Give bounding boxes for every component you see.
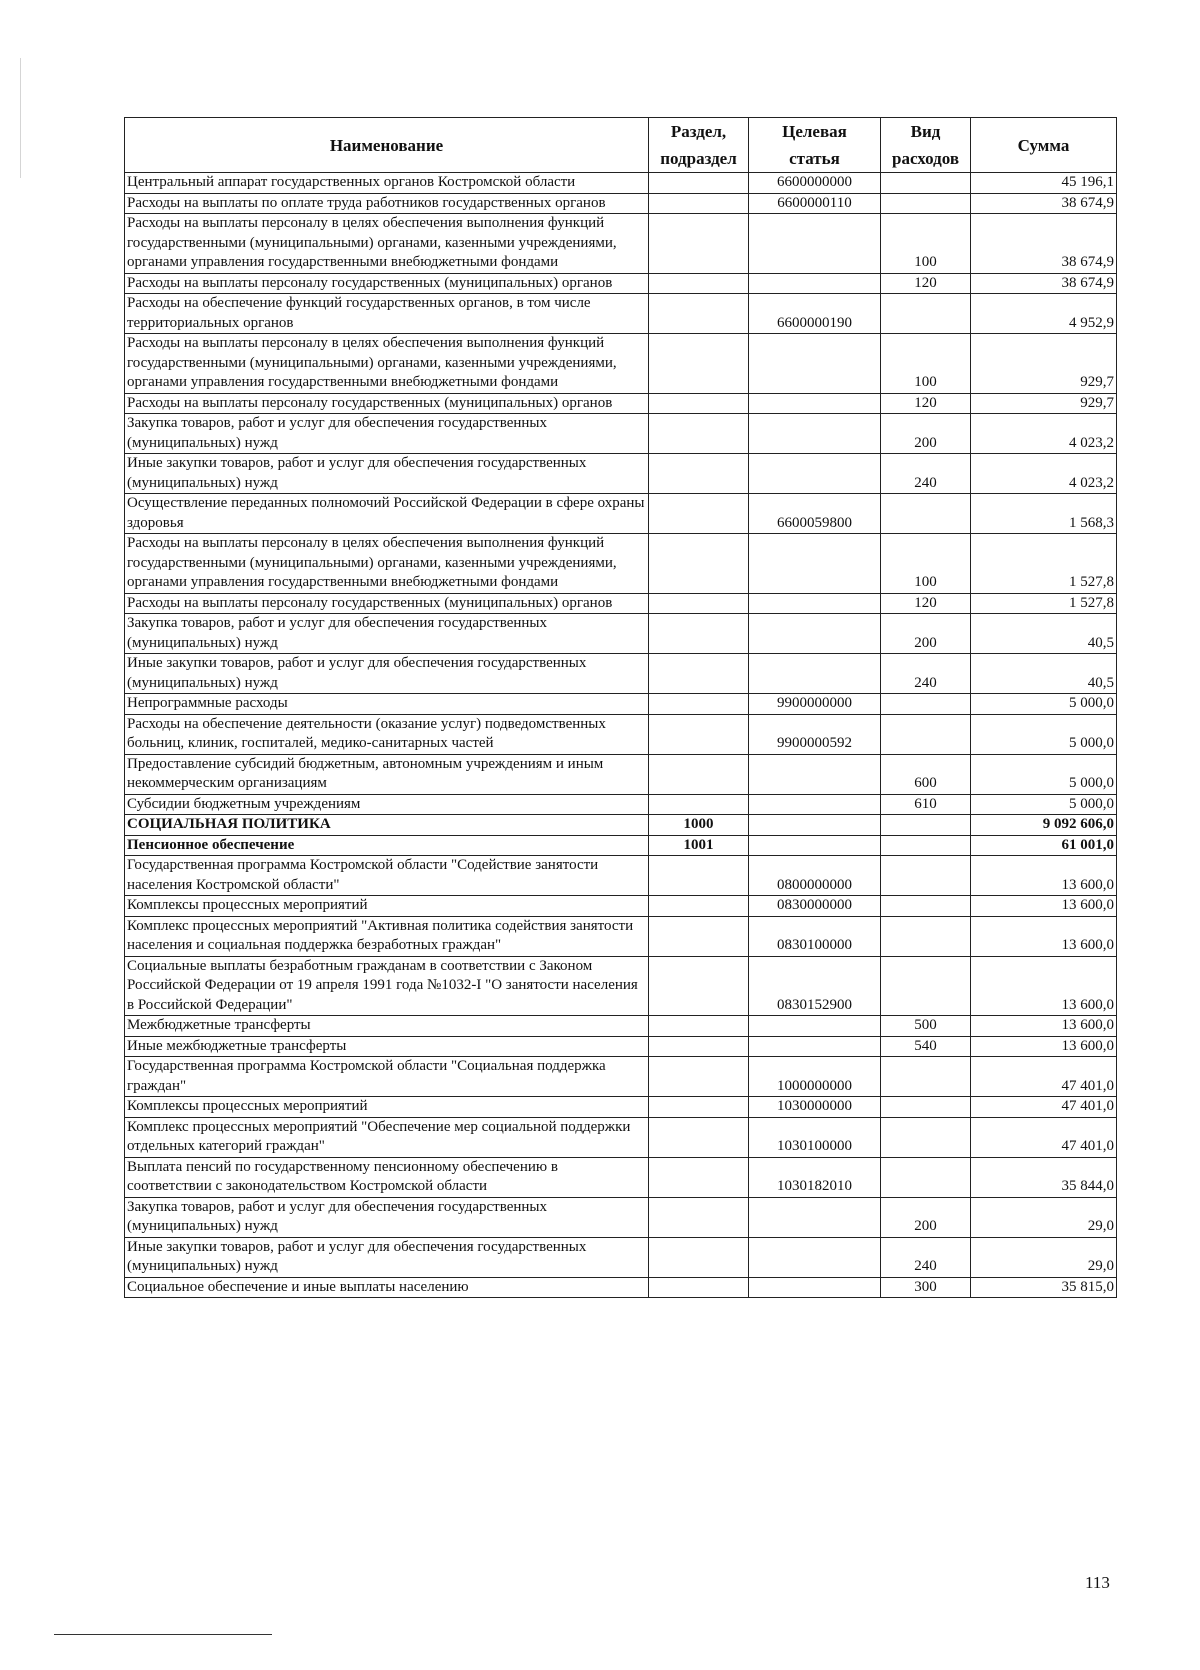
row-article-cell (749, 273, 881, 294)
row-sum-cell: 929,7 (971, 334, 1117, 394)
row-sum-cell: 4 023,2 (971, 454, 1117, 494)
row-kind-cell: 200 (881, 1197, 971, 1237)
row-article-cell (749, 1237, 881, 1277)
row-section-cell (649, 1197, 749, 1237)
row-section-cell (649, 754, 749, 794)
table-row (125, 1036, 1117, 1057)
table-row (125, 654, 1117, 694)
row-section-cell (649, 414, 749, 454)
row-section-cell (649, 454, 749, 494)
row-section-cell (649, 1057, 749, 1097)
row-section-cell (649, 694, 749, 715)
row-name-cell: Государственная программа Костромской области "Социальная поддержка граждан" (125, 1057, 649, 1097)
row-section-cell (649, 1016, 749, 1037)
row-section-cell (649, 614, 749, 654)
row-kind-cell (881, 1097, 971, 1118)
row-kind-cell: 200 (881, 414, 971, 454)
table-body (125, 173, 1117, 1298)
header-section (649, 118, 749, 173)
table-row (125, 193, 1117, 214)
header-section-line2: подраздел (660, 149, 737, 168)
row-article-cell (749, 1036, 881, 1057)
row-name-cell: Расходы на выплаты персоналу в целях обеспечения выполнения функций государственными (муниципальными) органами, казенными учреждениями, органами управления государственными внебюджетными фондами (125, 534, 649, 594)
table-row (125, 593, 1117, 614)
table-row (125, 815, 1117, 836)
header-name: Наименование (125, 118, 649, 173)
row-sum-cell: 47 401,0 (971, 1117, 1117, 1157)
row-section-cell (649, 1237, 749, 1277)
row-kind-cell: 200 (881, 614, 971, 654)
row-section-cell (649, 294, 749, 334)
row-kind-cell: 120 (881, 593, 971, 614)
row-section-cell (649, 1277, 749, 1298)
header-kind-line1: Вид (910, 122, 941, 141)
table-header-row (125, 118, 1117, 173)
row-article-cell: 0830152900 (749, 956, 881, 1016)
row-section-cell (649, 794, 749, 815)
row-sum-cell: 61 001,0 (971, 835, 1117, 856)
row-article-cell (749, 1016, 881, 1037)
row-article-cell: 6600059800 (749, 494, 881, 534)
row-kind-cell: 100 (881, 534, 971, 594)
row-section-cell (649, 714, 749, 754)
row-kind-cell: 240 (881, 1237, 971, 1277)
row-article-cell: 6600000190 (749, 294, 881, 334)
row-article-cell (749, 593, 881, 614)
row-article-cell (749, 815, 881, 836)
page-number: 113 (1085, 1573, 1110, 1592)
row-kind-cell (881, 714, 971, 754)
scan-margin-mark (20, 58, 21, 178)
row-section-cell (649, 896, 749, 917)
row-name-cell: Выплата пенсий по государственному пенсионному обеспечению в соответствии с законодательством Костромской области (125, 1157, 649, 1197)
row-article-cell (749, 754, 881, 794)
row-name-cell: Закупка товаров, работ и услуг для обеспечения государственных (муниципальных) нужд (125, 1197, 649, 1237)
row-sum-cell: 38 674,9 (971, 193, 1117, 214)
row-section-cell (649, 534, 749, 594)
row-article-cell: 6600000000 (749, 173, 881, 194)
row-article-cell (749, 654, 881, 694)
row-section-cell (649, 494, 749, 534)
row-article-cell (749, 614, 881, 654)
table-row (125, 294, 1117, 334)
row-sum-cell: 47 401,0 (971, 1057, 1117, 1097)
footnote-divider (54, 1634, 272, 1635)
row-article-cell (749, 1277, 881, 1298)
row-name-cell: Расходы на выплаты персоналу в целях обеспечения выполнения функций государственными (муниципальными) органами, казенными учреждениями, органами управления государственными внебюджетными фондами (125, 214, 649, 274)
row-article-cell: 1030182010 (749, 1157, 881, 1197)
row-section-cell (649, 193, 749, 214)
row-section-cell (649, 214, 749, 274)
row-section-cell (649, 1117, 749, 1157)
row-section-cell (649, 956, 749, 1016)
table-row (125, 856, 1117, 896)
table-row (125, 1197, 1117, 1237)
row-article-cell (749, 534, 881, 594)
table-row (125, 454, 1117, 494)
table-row (125, 273, 1117, 294)
table-row (125, 1277, 1117, 1298)
row-kind-cell: 240 (881, 654, 971, 694)
row-sum-cell: 9 092 606,0 (971, 815, 1117, 836)
row-name-cell: Расходы на выплаты персоналу государственных (муниципальных) органов (125, 273, 649, 294)
row-article-cell: 0800000000 (749, 856, 881, 896)
row-section-cell (649, 654, 749, 694)
header-article-line1: Целевая (782, 122, 847, 141)
row-section-cell: 1001 (649, 835, 749, 856)
row-sum-cell: 4 952,9 (971, 294, 1117, 334)
row-kind-cell: 610 (881, 794, 971, 815)
row-name-cell: Иные закупки товаров, работ и услуг для обеспечения государственных (муниципальных) нужд (125, 654, 649, 694)
row-kind-cell (881, 1057, 971, 1097)
row-article-cell: 9900000000 (749, 694, 881, 715)
row-article-cell (749, 835, 881, 856)
row-kind-cell (881, 815, 971, 836)
row-kind-cell: 100 (881, 214, 971, 274)
header-kind (881, 118, 971, 173)
row-section-cell (649, 334, 749, 394)
row-article-cell: 6600000110 (749, 193, 881, 214)
row-sum-cell: 5 000,0 (971, 794, 1117, 815)
row-article-cell (749, 334, 881, 394)
row-sum-cell: 5 000,0 (971, 694, 1117, 715)
row-name-cell: Иные межбюджетные трансферты (125, 1036, 649, 1057)
budget-table (124, 117, 1117, 1298)
table-row (125, 1117, 1117, 1157)
row-sum-cell: 4 023,2 (971, 414, 1117, 454)
row-section-cell (649, 593, 749, 614)
row-kind-cell (881, 694, 971, 715)
row-name-cell: Расходы на выплаты персоналу государственных (муниципальных) органов (125, 393, 649, 414)
row-name-cell: Социальное обеспечение и иные выплаты населению (125, 1277, 649, 1298)
row-article-cell (749, 393, 881, 414)
row-article-cell: 1000000000 (749, 1057, 881, 1097)
row-sum-cell: 13 600,0 (971, 1016, 1117, 1037)
row-sum-cell: 38 674,9 (971, 273, 1117, 294)
row-article-cell: 0830100000 (749, 916, 881, 956)
header-article (749, 118, 881, 173)
row-sum-cell: 5 000,0 (971, 754, 1117, 794)
table-row (125, 414, 1117, 454)
row-name-cell: Центральный аппарат государственных органов Костромской области (125, 173, 649, 194)
row-section-cell (649, 173, 749, 194)
table-row (125, 494, 1117, 534)
row-sum-cell: 40,5 (971, 654, 1117, 694)
row-kind-cell: 100 (881, 334, 971, 394)
header-sum: Сумма (971, 118, 1117, 173)
row-name-cell: Закупка товаров, работ и услуг для обеспечения государственных (муниципальных) нужд (125, 614, 649, 654)
row-name-cell: Расходы на выплаты персоналу государственных (муниципальных) органов (125, 593, 649, 614)
row-name-cell: Непрограммные расходы (125, 694, 649, 715)
row-name-cell: Закупка товаров, работ и услуг для обеспечения государственных (муниципальных) нужд (125, 414, 649, 454)
table-row (125, 956, 1117, 1016)
table-row (125, 614, 1117, 654)
row-section-cell (649, 856, 749, 896)
row-kind-cell (881, 916, 971, 956)
row-sum-cell: 38 674,9 (971, 214, 1117, 274)
table-row (125, 1016, 1117, 1037)
row-section-cell (649, 1097, 749, 1118)
row-kind-cell (881, 896, 971, 917)
row-article-cell: 0830000000 (749, 896, 881, 917)
row-kind-cell (881, 956, 971, 1016)
table-row (125, 754, 1117, 794)
row-section-cell (649, 393, 749, 414)
header-article-line2: статья (789, 149, 840, 168)
table-row (125, 334, 1117, 394)
table-row (125, 916, 1117, 956)
row-name-cell: Социальные выплаты безработным гражданам в соответствии с Законом Российской Федерации от 19 апреля 1991 года №1032-I "О занятости населения в Российской Федерации" (125, 956, 649, 1016)
row-name-cell: Межбюджетные трансферты (125, 1016, 649, 1037)
row-article-cell: 9900000592 (749, 714, 881, 754)
row-name-cell: Комплексы процессных мероприятий (125, 896, 649, 917)
table-row (125, 1097, 1117, 1118)
row-kind-cell (881, 1157, 971, 1197)
table-row (125, 214, 1117, 274)
row-name-cell: Комплекс процессных мероприятий "Активная политика содействия занятости населения и социальная поддержка безработных граждан" (125, 916, 649, 956)
row-article-cell (749, 454, 881, 494)
row-kind-cell: 540 (881, 1036, 971, 1057)
row-section-cell (649, 1036, 749, 1057)
row-kind-cell (881, 294, 971, 334)
row-name-cell: Расходы на выплаты персоналу в целях обеспечения выполнения функций государственными (муниципальными) органами, казенными учреждениями, органами управления государственными внебюджетными фондами (125, 334, 649, 394)
row-name-cell: СОЦИАЛЬНАЯ ПОЛИТИКА (125, 815, 649, 836)
row-sum-cell: 5 000,0 (971, 714, 1117, 754)
row-kind-cell: 500 (881, 1016, 971, 1037)
row-kind-cell: 240 (881, 454, 971, 494)
row-name-cell: Комплекс процессных мероприятий "Обеспечение мер социальной поддержки отдельных категорий граждан" (125, 1117, 649, 1157)
table-row (125, 896, 1117, 917)
row-sum-cell: 929,7 (971, 393, 1117, 414)
row-name-cell: Расходы на выплаты по оплате труда работников государственных органов (125, 193, 649, 214)
row-sum-cell: 1 568,3 (971, 494, 1117, 534)
row-section-cell (649, 916, 749, 956)
row-name-cell: Расходы на обеспечение деятельности (оказание услуг) подведомственных больниц, клиник, госпиталей, медико-санитарных частей (125, 714, 649, 754)
table-row (125, 393, 1117, 414)
row-name-cell: Иные закупки товаров, работ и услуг для обеспечения государственных (муниципальных) нужд (125, 1237, 649, 1277)
table-row (125, 835, 1117, 856)
row-sum-cell: 29,0 (971, 1197, 1117, 1237)
table-row (125, 714, 1117, 754)
row-kind-cell (881, 835, 971, 856)
row-kind-cell: 600 (881, 754, 971, 794)
row-sum-cell: 13 600,0 (971, 956, 1117, 1016)
table-row (125, 694, 1117, 715)
row-article-cell: 1030000000 (749, 1097, 881, 1118)
row-sum-cell: 13 600,0 (971, 1036, 1117, 1057)
row-name-cell: Комплексы процессных мероприятий (125, 1097, 649, 1118)
table-row (125, 794, 1117, 815)
row-name-cell: Осуществление переданных полномочий Российской Федерации в сфере охраны здоровья (125, 494, 649, 534)
row-name-cell: Пенсионное обеспечение (125, 835, 649, 856)
row-sum-cell: 47 401,0 (971, 1097, 1117, 1118)
header-section-line1: Раздел, (670, 122, 727, 141)
row-article-cell (749, 1197, 881, 1237)
row-sum-cell: 35 844,0 (971, 1157, 1117, 1197)
row-sum-cell: 40,5 (971, 614, 1117, 654)
row-name-cell: Субсидии бюджетным учреждениям (125, 794, 649, 815)
row-sum-cell: 45 196,1 (971, 173, 1117, 194)
row-section-cell (649, 1157, 749, 1197)
row-sum-cell: 1 527,8 (971, 534, 1117, 594)
header-kind-line2: расходов (892, 149, 959, 168)
row-sum-cell: 13 600,0 (971, 856, 1117, 896)
row-kind-cell (881, 494, 971, 534)
row-kind-cell: 300 (881, 1277, 971, 1298)
row-article-cell (749, 414, 881, 454)
row-sum-cell: 1 527,8 (971, 593, 1117, 614)
row-kind-cell (881, 173, 971, 194)
table-row (125, 1237, 1117, 1277)
row-kind-cell: 120 (881, 273, 971, 294)
row-sum-cell: 13 600,0 (971, 916, 1117, 956)
row-name-cell: Государственная программа Костромской области "Содействие занятости населения Костромской области" (125, 856, 649, 896)
row-section-cell: 1000 (649, 815, 749, 836)
row-kind-cell (881, 1117, 971, 1157)
row-article-cell (749, 794, 881, 815)
row-article-cell: 1030100000 (749, 1117, 881, 1157)
row-kind-cell (881, 193, 971, 214)
row-sum-cell: 13 600,0 (971, 896, 1117, 917)
table-row (125, 173, 1117, 194)
row-kind-cell: 120 (881, 393, 971, 414)
row-name-cell: Предоставление субсидий бюджетным, автономным учреждениям и иным некоммерческим организациям (125, 754, 649, 794)
table-row (125, 1157, 1117, 1197)
row-sum-cell: 29,0 (971, 1237, 1117, 1277)
row-section-cell (649, 273, 749, 294)
row-sum-cell: 35 815,0 (971, 1277, 1117, 1298)
table-row (125, 534, 1117, 594)
row-name-cell: Иные закупки товаров, работ и услуг для обеспечения государственных (муниципальных) нужд (125, 454, 649, 494)
table-row (125, 1057, 1117, 1097)
row-kind-cell (881, 856, 971, 896)
row-name-cell: Расходы на обеспечение функций государственных органов, в том числе территориальных органов (125, 294, 649, 334)
row-article-cell (749, 214, 881, 274)
